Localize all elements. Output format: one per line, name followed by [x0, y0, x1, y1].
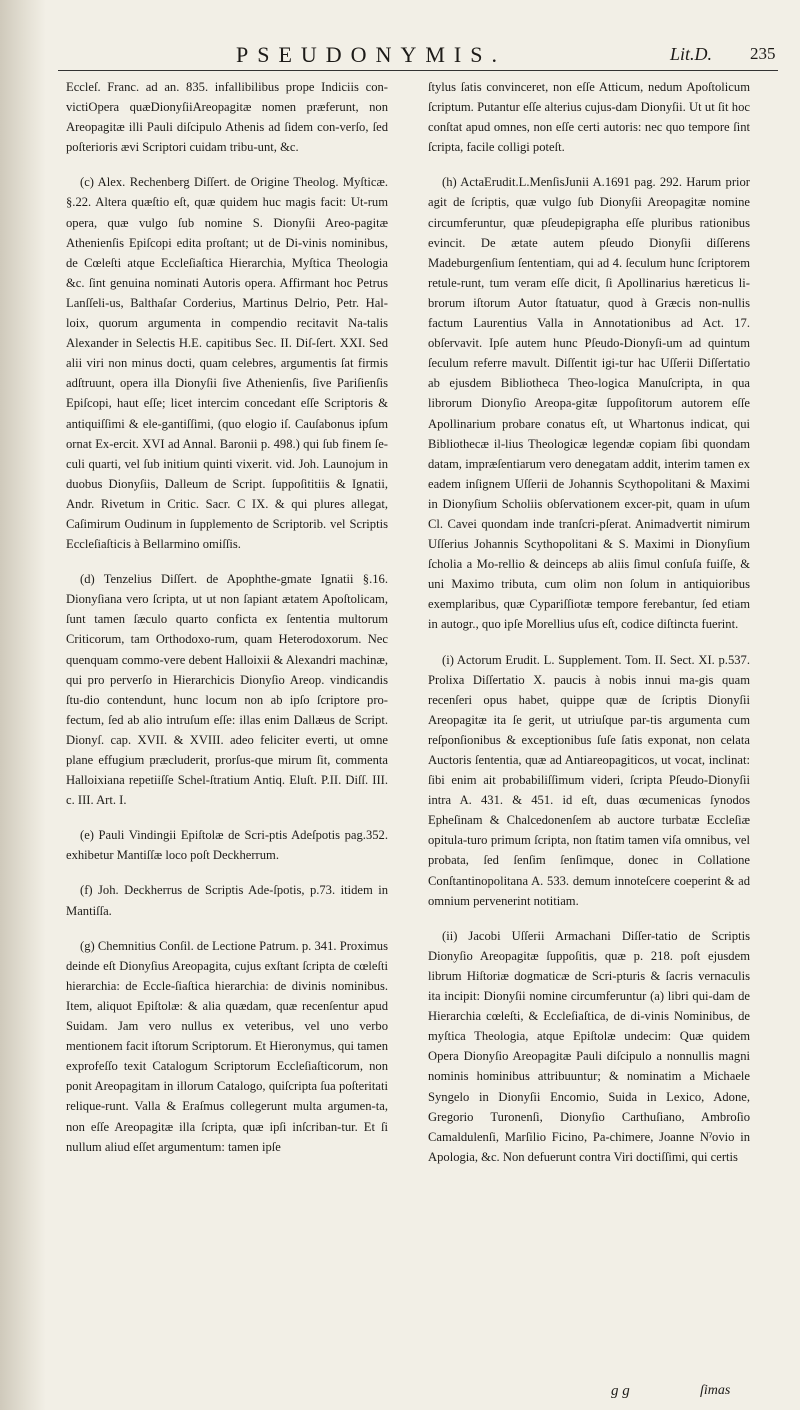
footnote-g-continuation: ſtylus ſatis convinceret, non eſſe Atticum, nedum Apoſtolicum ſcriptum. Putantur eſſe alterius cujus-dam Dionyſii. Ut ut ſit hoc conſtat apud omnes, non eſſe certi autoris: nec quo tempore ſint ſcripta, facile colligi poteſt. [428, 80, 750, 155]
footnote-ii: (ii) Jacobi Uſſerii Armachani Diſſer-tatio de Scriptis Dionyſio Areopagitæ ſuppoſitis, quæ p. 218. poſt ejusdem librum Hiſtoriæ dogmaticæ de Scri-pturis & ſacris vernaculis ita incipit: Dionyſii nomine circumferuntur (a) libri qui-dam de Hierarchia cœleſti, & Eccleſiaſtica, de di-vinis Nominibus, de myſtica Theologia, atque Epiſtolæ undecim: Quæ quidem Opera Dionyſio Areopagitæ Pauli diſcipulo a nonnullis magni nominis hominibus attribuuntur; & nominatim a Michaele Syngelo in Dionyſii Encomio, Suida in Lexico, Adone, Gregorio Turonenſi, Dionyſio Carthuſiano, Ambroſio Camaldulenſi, Marſilio Ficino, Pa-chimere, Joanne Nˀovio in Apologia, &c. Non defuerunt contra Viri doctiſſimi, qui certis [428, 928, 750, 1164]
short-title: Lit.D. [670, 44, 713, 64]
footnote-c: (c) Alex. Rechenberg Diſſert. de Origine Theolog. Myſticæ. §.22. Altera quæſtio eſt, quæ quidem huc magis facit: Ut-rum opera, quæ vulgo ſub nomine S. Dionyſii Areo-pagitæ Athenienſis Epiſcopi edita proſtant; ut de Di-vinis nominibus, de Cœleſti atque Eccleſiaſtica Hierarchia, Myſtica Theologia &c. ſint genuina nominati Autoris opera. Affirmant hoc Petrus Lanſſeli-us, Balthaſar Corderius, Martinus Delrio, Petr. Hal-loix, quorum argumenta in compendio recitavit Na-talis Alexander in Selectis H.E. capitibus Sec. II. Diſ-ſert. XXI. Sed alii viri non minus docti, quam celebres, argumentis ſat firmis adſtruunt, opera illa Dionyſii ſive Athenienſis, ſive Pariſienſis Epiſcopi, haut eſſe; licet intercim concedant eſſe Scriptoris & antiquiſſimi & ele-gantiſſimi, (quo elogio iſ. Cauſabonus ipſum ornat Ex-ercit. XVI ad Annal. Baronii p. 498.) qui ſub finem ſe-culi quarti, vel ſub initium quinti vixerit. vid. Joh. Launojum in duobus Dionyſiis, Dalleum de Script. ſuppoſititiis & Ignatii, Andr. Rivetum in Critic. Sacr. C IX. & qui plures allegat, Caſimirum Oudinum in ſupplemento de Scriptorib. vel Scriptis Eccleſiaſticis à Bellarmino omiſſis. [66, 175, 388, 552]
footnote-d: (d) Tenzelius Diſſert. de Apophthe-gmate Ignatii §.16. Dionyſiana vero ſcripta, ut ut non ſapiant ætatem Apoſtolicam, ſunt tamen ſæculo quarto conficta ex ſententia multorum Criticorum, tam Orthodoxo-rum, quam Heterodoxorum. Nec quenquam commo-vere debent Halloixii & Alexandri machinæ, qui pro perverſo in Hierarchicis Dionyſio Areop. vindicandis ſtu-dio contendunt, hunc locum non ab ipſo ſcriptore pro-fectum, ſed ab alio intruſum eſſe: illas enim Dallæus de Script. Dionyſ. cap. XVII. & XVIII. adeo feliciter everti, ut omne plane effugium præcluderit, prorſus-que mirum ſit, commenta Halloixiana repetiiſſe Schel-ſtratium Antiq. Eluſt. P.II. Diſſ. III. c. III. Art. I. [66, 572, 388, 808]
page-binding-shadow [0, 0, 46, 1410]
right-column [428, 77, 750, 1377]
footnote-f: (f) Joh. Deckherrus de Scriptis Ade-ſpotis, p.73. itidem in Mantiſſa. [66, 883, 388, 918]
footnote-e: (e) Pauli Vindingii Epiſtolæ de Scri-ptis Adeſpotis pag.352. exhibetur Mantiſſæ loco poſt Deckherrum. [66, 828, 388, 863]
footnote-g: (g) Chemnitius Conſil. de Lectione Patrum. p. 341. Proximus deinde eſt Dionyſius Areopagita, cujus exſtant ſcripta de cœleſti hierarchia: de Eccle-ſiaſtica hierarchia: de divinis nominibus. Item, aliquot Epiſtolæ: & alia quædam, quæ recenſentur apud Suidam. Jam vero nullus ex veteribus, vel uno verbo mentionem facit iſtorum Scriptorum. Et Hieronymus, qui tamen exprofeſſo texit Catalogum Scriptorum Eccleſiaſticorum, non ponit Areopagitam in illorum Catalogo, quiſcripta ſua poſteritati relique-runt. Valla & Eraſmus collegerunt multa argumen-ta, non eſſe Areopagitæ illa ſcripta, quæ ipſi inſcriban-tur. Et ſi nullum aliud eſſet argumentum: tamen ipſe [66, 938, 388, 1154]
signature-mark: g g [611, 1383, 630, 1399]
catchword: ſimas [700, 1383, 731, 1398]
footnote-h: (h) ActaErudit.L.MenſisJunii A.1691 pag. 292. Harum prior agit de ſcriptis, quæ vulgo ſub Dionyſii Areopagitæ nomine circumferuntur, quæ pſeudepigrapha eſſe pluribus rationibus evincit. De ætate autem pſeudo Dionyſii diſſerens Madeburgenſium ſententiam, qui ad 4. ſeculum hunc ſcriptorem retule-runt, tum veram eſſe dicit, ſi Apollinarius hæreticus li-brorum iſtorum Autor ſtatuatur, quod à Græcis non-nullis factum Laurentius Valla in Annotationibus ad Act. 17. obſervavit. Ipſe autem hunc Pſeudo-Dionyſi-um ad quintum ſeculum referre mavult. Diſſentit igi-tur hac Uſſerii Diſſertatio ab ejusdem Bibliotheca Theo-logica Manuſcripta, in qua librorum Dionyſio Areopa-gitæ ſuppoſitorum autorem eſſe Apollinarium probare conatus eſt, ut Whartonus indicat, qui Bibliothecæ il-lius Theologicæ legendæ copiam ſibi quondam datam, impræſentiarum vero denegatam addit, interim tamen ex eadem inſignem Uſſerii de Johannis Scythopolitani & Maximi in Dionyſium Scholiis obſervationem excer-pit, quam in uſum Cl. Cavei quondam inde tranſcri-pſerat. Animadvertit nimirum Uſſerius Johannis Scythopolitani & S. Maximi in Dionyſium ſcholia a Mo-rellio & deinceps ab aliis ſimul conſuſa fuiſſe, & uni Maximo tributa, cum olim non ſolum in antiquioribus exemplaribus, quæ Cypariſſiotæ tempore ferebantur, ſed etiam in autogr., quo ipſe Morellius uſus eſt, codice diſtincta fuerint. [428, 175, 750, 632]
left-column [66, 77, 388, 1377]
footnote-i: (i) Actorum Erudit. L. Supplement. Tom. II. Sect. XI. p.537. Prolixa Diſſertatio X. paucis à nobis innui ma-gis quam recenſeri opus habet, quippe quæ de ſcriptis Dionyſii Areopagitæ ita ſe gerit, ut utriuſque par-tis argumenta cum reſponſionibus & exceptionibus ſuſe ſatis exponat, non celata Auctoris ſententia, quæ ad Antiareopagiticos, ut vocat, inclinat: ſibi enim ait probabiliſſimum videri, ſcripta Pſeudo-Dionyſii intra A. 431. & 451. id eſt, duas œcumenicas ſynodos Epheſinam & Chalcedonenſem ab auctore turbatæ Eccleſiæ opitula-turo primum ſcripta, non ſtatim tamen viſa omnibus, vel probata, ſed ſenſim ſenſimque, donec in Collatione Conſtantinopolitana A. 533. demum innoteſcere coeperint & ad omnium pervenerint notitiam. [428, 652, 750, 908]
running-title: PSEUDONYMIS. [236, 42, 506, 67]
footnote-b-continuation: Eccleſ. Franc. ad an. 835. infallibilibus prope Indiciis con-victiOpera quæDionyſiiAreopagitæ nomen præferunt, non Areopagitæ illi Pauli diſcipulo Athenis ad ſidem con-verſo, ſed poſterioris ævi Scriptori cuidam tribu-unt, &c. [66, 80, 388, 155]
page-number: 235 [750, 44, 776, 63]
header-rule [58, 70, 778, 71]
